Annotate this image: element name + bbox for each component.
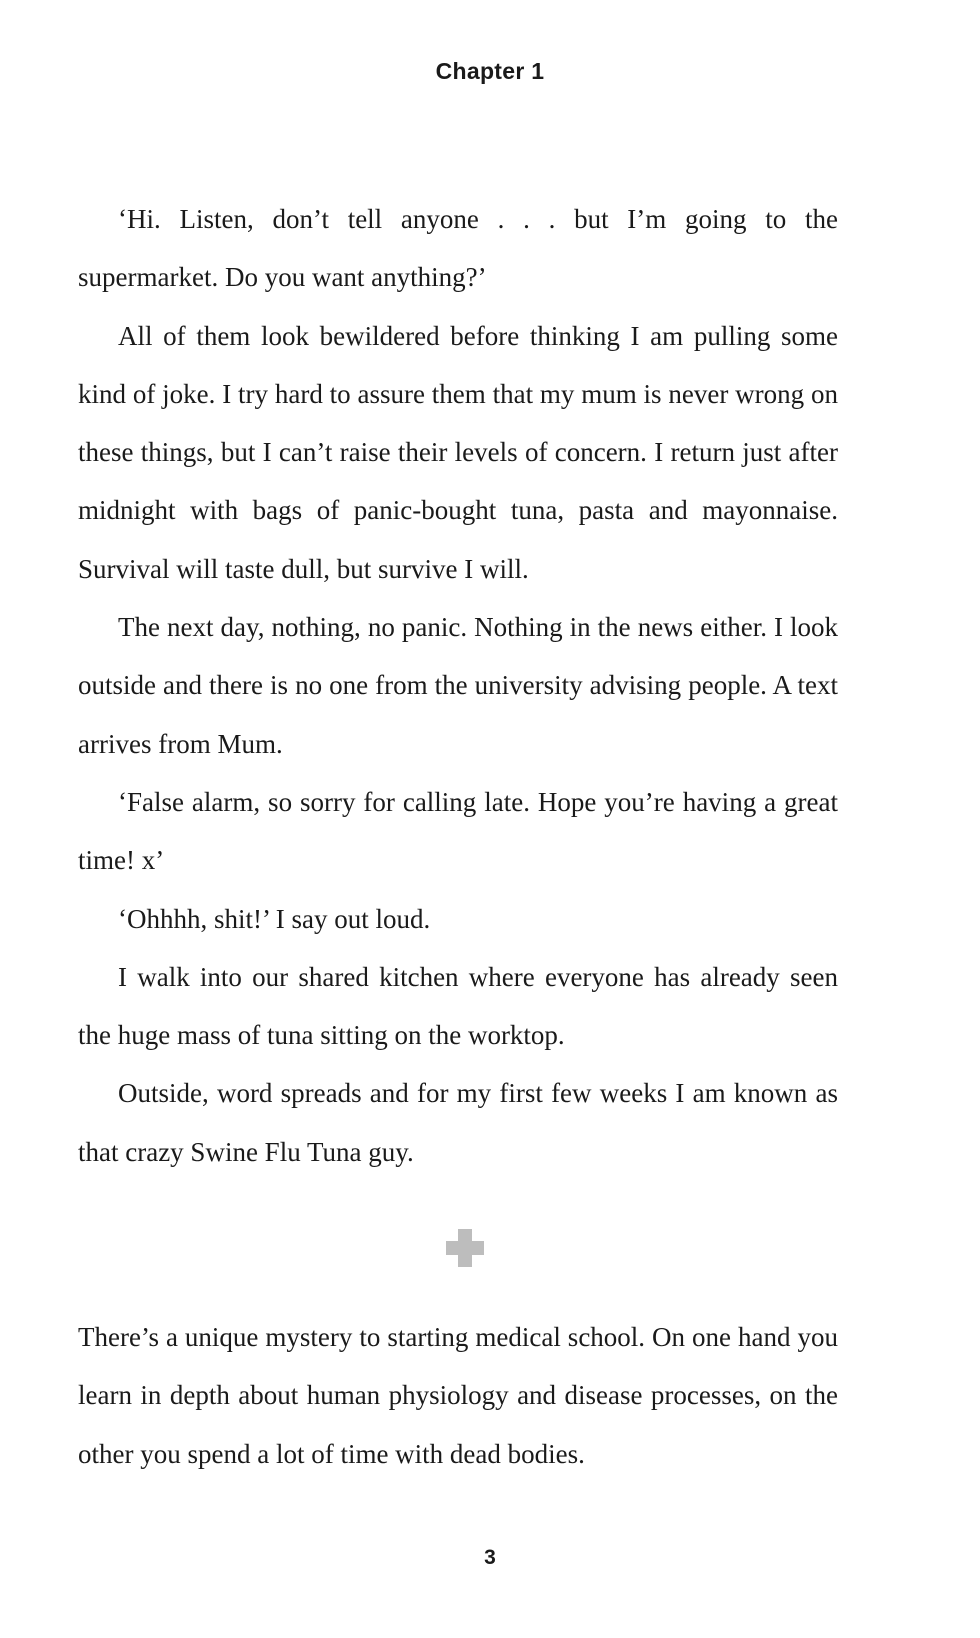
- paragraph: Outside, word spreads and for my first few weeks I am known as that crazy Swine Flu Tuna guy.: [78, 1078, 838, 1167]
- cross-ornament-icon: [446, 1229, 484, 1267]
- paragraph: ‘False alarm, so sorry for calling late. Hope you’re having a great time! x’: [78, 786, 838, 876]
- page-number: 3: [484, 1546, 496, 1569]
- body-text: [78, 190, 838, 1181]
- paragraph: ‘Hi. Listen, don’t tell anyone . . . but I’m going to the supermarket. Do you want anything?’: [78, 204, 838, 293]
- paragraph: I walk into our shared kitchen where everyone has already seen the huge mass of tuna sitting on the worktop.: [78, 961, 838, 1051]
- chapter-heading: Chapter 1: [435, 58, 545, 84]
- paragraph: ‘Ohhhh, shit!’ I say out loud.: [118, 903, 431, 934]
- paragraph: All of them look bewildered before thinking I am pulling some kind of joke. I try hard to assure them that my mum is never wrong on these things, but I can’t raise their levels of concern. I return just after midnight with bags of panic-bought tuna, pasta and mayonnaise. Survival will taste dull, but survive I will.: [78, 320, 838, 584]
- section-two-text: [78, 1308, 838, 1483]
- paragraph: There’s a unique mystery to starting medical school. On one hand you learn in depth about human physiology and disease processes, on the other you spend a lot of time with dead bodies.: [78, 1322, 838, 1469]
- paragraph: The next day, nothing, no panic. Nothing in the news either. I look outside and there is no one from the university advising people. A text arrives from Mum.: [78, 612, 838, 759]
